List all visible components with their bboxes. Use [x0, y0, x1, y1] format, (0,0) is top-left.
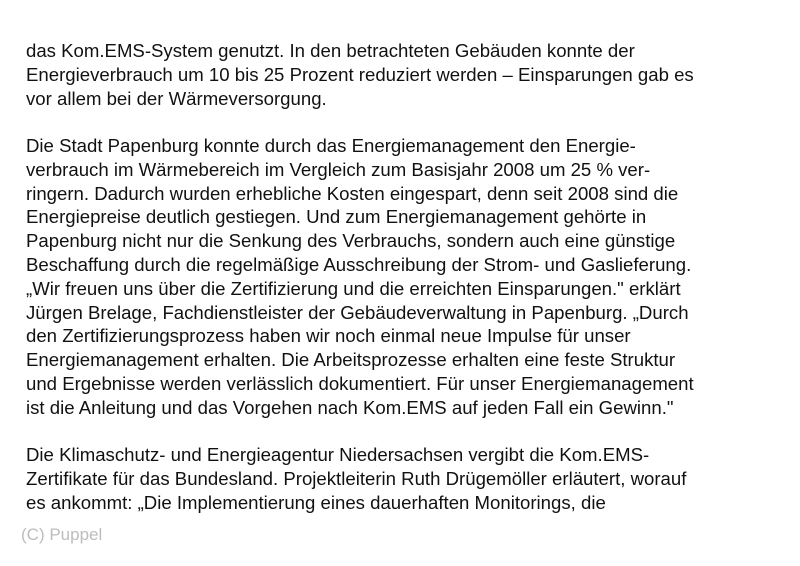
text-line: verbrauch im Wärmebereich im Vergleich zum Basisjahr 2008 um 25 % ver-	[26, 158, 651, 180]
text-line: und Ergebnisse werden verlässlich dokumentiert. Für unser Energiemanagement	[26, 372, 694, 394]
text-line: Zertifikate für das Bundesland. Projektleiterin Ruth Drügemöller erläutert, worauf	[26, 467, 687, 489]
text-line: Papenburg nicht nur die Senkung des Verbrauchs, sondern auch eine günstige	[26, 230, 676, 252]
text-line: es ankommt: „Die Implementierung eines dauerhaften Monitorings, die	[26, 491, 606, 513]
text-line: Energiemanagement erhalten. Die Arbeitsprozesse erhalten eine feste Struktur	[26, 349, 676, 371]
text-line: „Wir freuen uns über die Zertifizierung und die erreichten Einsparungen." erklärt	[26, 277, 681, 299]
paragraph-gap	[26, 110, 796, 134]
text-line: Jürgen Brelage, Fachdienstleister der Gebäudeverwaltung in Papenburg. „Durch	[26, 301, 689, 323]
paragraph-1	[26, 39, 796, 110]
text-line: Energieverbrauch um 10 bis 25 Prozent reduziert werden – Einsparungen gab es	[26, 63, 694, 85]
text-line: das Kom.EMS-System genutzt. In den betrachteten Gebäuden konnte der	[26, 40, 635, 61]
text-line: den Zertifizierungsprozess haben wir noch einmal neue Impulse für unser	[26, 325, 631, 347]
text-line: Beschaffung durch die regelmäßige Ausschreibung der Strom- und Gaslieferung.	[26, 253, 692, 275]
copyright-watermark: (C) Puppel	[21, 525, 103, 544]
text-line: vor allem bei der Wärmeversorgung.	[26, 87, 327, 109]
text-line: Energiepreise deutlich gestiegen. Und zum Energiemanagement gehörte in	[26, 206, 647, 228]
text-line: Die Stadt Papenburg konnte durch das Energiemanagement den Energie-	[26, 134, 636, 156]
paragraph-3	[26, 443, 796, 514]
paragraph-2	[26, 134, 796, 420]
text-line: ist die Anleitung und das Vorgehen nach Kom.EMS auf jeden Fall ein Gewinn."	[26, 396, 674, 418]
document-body	[26, 39, 796, 515]
text-line: Die Klimaschutz- und Energieagentur Niedersachsen vergibt die Kom.EMS-	[26, 444, 650, 466]
paragraph-gap	[26, 420, 796, 444]
text-line: ringern. Dadurch wurden erhebliche Kosten eingespart, denn seit 2008 sind die	[26, 182, 679, 204]
